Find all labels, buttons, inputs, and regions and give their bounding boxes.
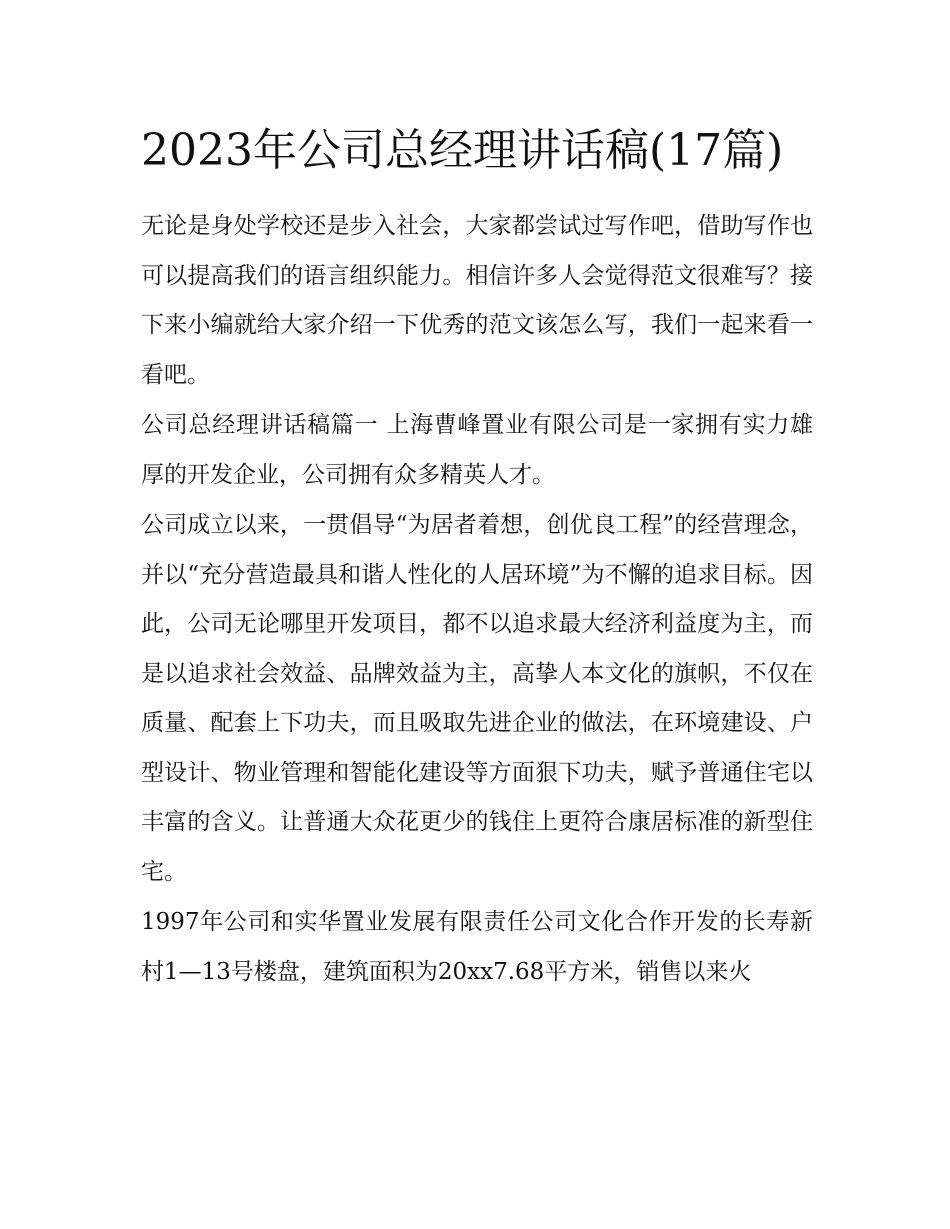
- paragraph-company-intro: 公司总经理讲话稿篇一 上海曹峰置业有限公司是一家拥有实力雄厚的开发企业，公司拥有众多精英人才。: [141, 412, 813, 488]
- paragraph-company-philosophy: 公司成立以来，一贯倡导“为居者着想，创优良工程”的经营理念，并以“充分营造最具和谐人性化的人居环境”为不懈的追求目标。因此，公司无论哪里开发项目，都不以追求最大经济利益度为主，而是以追求社会效益、品牌效益为主，高挚人本文化的旗帜，不仅在质量、配套上下功夫，而且吸取先进企业的做法，在环境建设、户型设计、物业管理和智能化建设等方面狠下功夫，赋予普通住宅以丰富的含义。让普通大众花更少的钱住上更符合康居标准的新型住宅。: [141, 512, 813, 885]
- paragraph-1997-project: 1997年公司和实华置业发展有限责任公司文化合作开发的长寿新村1—13号楼盘，建筑面积为20xx7.68平方米，销售以来火: [141, 909, 813, 985]
- paragraph-intro: 无论是身处学校还是步入社会，大家都尝试过写作吧，借助写作也可以提高我们的语言组织能力。相信许多人会觉得范文很难写？接下来小编就给大家介绍一下优秀的范文该怎么写，我们一起来看一看吧。: [141, 213, 813, 388]
- document-body: [141, 112, 813, 998]
- document-title: 2023年公司总经理讲话稿(17篇): [141, 125, 784, 176]
